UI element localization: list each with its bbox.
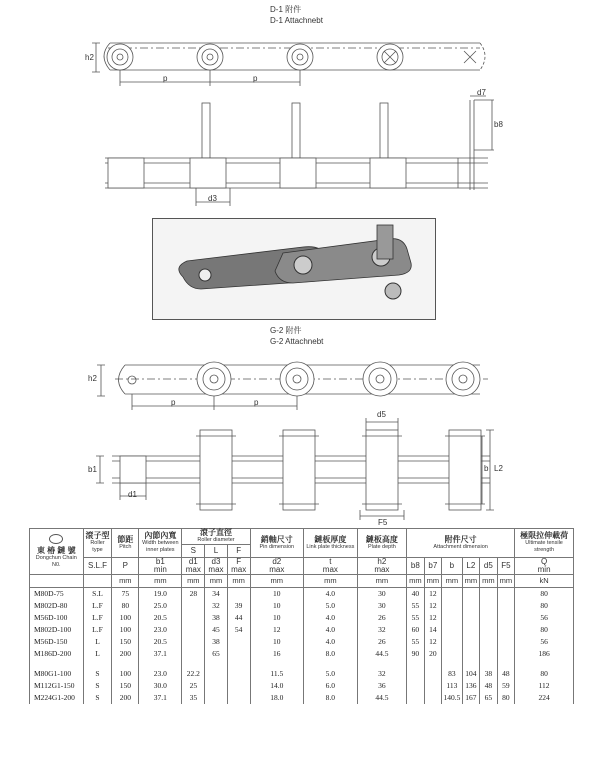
d1-dim-d7: d7 — [477, 88, 486, 97]
cell-b: 83 — [442, 668, 462, 680]
cell-model: M80D-75 — [30, 587, 84, 600]
cell-f5 — [497, 624, 515, 636]
cell-d3 — [205, 692, 228, 704]
g2-dim-h2: h2 — [88, 374, 97, 383]
cell-model: M112G1-150 — [30, 680, 84, 692]
g2-dim-b1: b1 — [88, 465, 97, 474]
cell-d2: 14.0 — [250, 680, 304, 692]
cell-d2: 10 — [250, 587, 304, 600]
cell-b — [442, 587, 462, 600]
cell-b7: 12 — [424, 587, 442, 600]
brand-logo — [49, 534, 63, 544]
cell-b — [442, 624, 462, 636]
cell-q: 80 — [515, 587, 574, 600]
g2-dim-f5: F5 — [378, 518, 388, 527]
cell-p: 200 — [112, 692, 139, 704]
cell-t: 5.0 — [304, 600, 358, 612]
cell-b1: 20.5 — [139, 636, 182, 648]
cell-t: 4.0 — [304, 624, 358, 636]
g-series-rows — [30, 668, 574, 704]
cell-b1: 19.0 — [139, 587, 182, 600]
cell-l2 — [462, 587, 480, 600]
sym-tensile: Q min — [515, 557, 574, 574]
g2-dim-b: b — [484, 464, 489, 473]
cell-f: 54 — [227, 624, 250, 636]
g2-dim-p1: p — [171, 398, 176, 407]
cell-d2: 18.0 — [250, 692, 304, 704]
cell-b — [442, 648, 462, 660]
cell-d3 — [205, 680, 228, 692]
cell-q: 186 — [515, 648, 574, 660]
cell-f5 — [497, 600, 515, 612]
roller-dia-header: 滾子直徑 Roller diameter — [182, 529, 250, 545]
cell-type: L — [83, 636, 112, 648]
cell-f — [227, 692, 250, 704]
cell-b7 — [424, 668, 442, 680]
cell-d1: 35 — [182, 692, 205, 704]
cell-h2: 32 — [357, 624, 406, 636]
cell-h2: 30 — [357, 587, 406, 600]
d1-dim-h2: h2 — [85, 53, 94, 62]
cell-f — [227, 587, 250, 600]
cell-t: 6.0 — [304, 680, 358, 692]
cell-l2: 167 — [462, 692, 480, 704]
cell-q: 56 — [515, 636, 574, 648]
cell-b7: 14 — [424, 624, 442, 636]
table-row — [30, 668, 574, 680]
cell-type: L — [83, 648, 112, 660]
cell-f5: 80 — [497, 692, 515, 704]
spec-table: 東 椿 鏈 號 Dongchun Chain N0. 滾子型 Roller type 節距 Pitch 內節內寬 Width between inner plates 滾子直徑 Roller diameter 銷軸尺寸 Pin dimension 鏈板厚度 Link plate thickness 鏈板高度 Plate depth 附件尺寸 Attachment dimension 極限拉伸載荷 Ultimate tensile strength S L F S.L.F P b1 min d1 max d3 max F max d2 max t max h2 max b8 b7 b L2 d5 F5 Q min mm mm mm mm mm mm mm mm mm mm mm mm mm mm kN M80D-75 S.L 75 19.0 28 34 10 4.0 30 40 12 80 M802D-80 L.F 80 25.0 32 39 10 5.0 30 55 12 80 M56D-100 L.F 100 20.5 38 44 10 4.0 26 55 12 56 M802D-100 L.F 100 23.0 45 54 12 4.0 32 60 14 80 M56D-150 L 150 20.5 38 10 4.0 26 55 12 56 M186D-200 L 200 37.1 65 16 8.0 44.5 90 20 186 M80G1-100 S 100 23.0 22.2 11.5 5.0 32 83 104 38 48 80 M112G1-150 S 150 30.0 25 14.0 6.0 36 113 136 48 59 112 M224G1-200 S 200 37.1 35 18.0 8.0 44.5 140.5 167 65 80 224 — [29, 528, 574, 704]
cell-l2 — [462, 648, 480, 660]
cell-b8: 55 — [407, 612, 425, 624]
cell-p: 75 — [112, 587, 139, 600]
cell-d3: 38 — [205, 636, 228, 648]
cell-b: 140.5 — [443, 692, 461, 702]
cell-b1: 23.0 — [139, 624, 182, 636]
cell-b — [442, 636, 462, 648]
cell-b8: 90 — [407, 648, 425, 660]
cell-b1: 37.1 — [139, 648, 182, 660]
sym-pin: d2 max — [250, 557, 304, 574]
cell-h2: 44.5 — [357, 692, 406, 704]
cell-b — [442, 600, 462, 612]
link-header: 鏈板厚度 Link plate thickness — [304, 529, 358, 558]
cell-d2: 10 — [250, 600, 304, 612]
d1-title-en: D-1 Attachnebt — [270, 16, 323, 25]
cell-d2: 10 — [250, 636, 304, 648]
cell-d5: 48 — [480, 680, 498, 692]
cell-b7 — [424, 680, 442, 692]
sym-f: F max — [227, 557, 250, 574]
cell-model: M56D-100 — [30, 612, 84, 624]
attach-header: 附件尺寸 Attachment dimension — [407, 529, 515, 558]
cell-b8: 55 — [407, 600, 425, 612]
cell-d5 — [480, 600, 498, 612]
cell-b8 — [407, 692, 425, 704]
cell-d1 — [182, 600, 205, 612]
cell-d1 — [182, 612, 205, 624]
sym-l2: L2 — [462, 557, 480, 574]
cell-d5: 65 — [480, 692, 498, 704]
cell-b7: 12 — [424, 600, 442, 612]
table-row — [30, 600, 574, 612]
sym-b: b — [442, 557, 462, 574]
cell-p: 100 — [112, 624, 139, 636]
cell-b8: 40 — [407, 587, 425, 600]
table-row — [30, 692, 574, 704]
cell-type: S.L — [83, 587, 112, 600]
table-row — [30, 624, 574, 636]
cell-d3: 45 — [205, 624, 228, 636]
cell-b8: 55 — [407, 636, 425, 648]
cell-type: S — [83, 692, 112, 704]
sym-plate: h2 max — [357, 557, 406, 574]
sym-d1: d1 max — [182, 557, 205, 574]
cell-d3: 65 — [205, 648, 228, 660]
cell-t: 4.0 — [304, 636, 358, 648]
cell-p: 80 — [112, 600, 139, 612]
cell-model: M224G1-200 — [30, 692, 84, 704]
cell-l2 — [462, 600, 480, 612]
cell-f5: 48 — [497, 668, 515, 680]
cell-h2: 30 — [357, 600, 406, 612]
cell-type: L.F — [83, 624, 112, 636]
g2-title-en: G-2 Attachnebt — [270, 337, 324, 346]
table-row — [30, 636, 574, 648]
cell-b: 113 — [442, 680, 462, 692]
cell-d1: 22.2 — [182, 668, 205, 680]
cell-d2: 12 — [250, 624, 304, 636]
sym-b8: b8 — [407, 557, 425, 574]
cell-h2: 32 — [357, 668, 406, 680]
sym-d5: d5 — [480, 557, 498, 574]
brand-en: Dongchun Chain N0. — [35, 555, 77, 568]
cell-l2: 104 — [462, 668, 480, 680]
d1-title-zh: D-1 附件 — [270, 5, 302, 14]
cell-d2: 11.5 — [250, 668, 304, 680]
cell-d1 — [182, 648, 205, 660]
cell-d5 — [480, 624, 498, 636]
cell-p: 100 — [112, 612, 139, 624]
cell-f: 44 — [227, 612, 250, 624]
cell-d3 — [205, 668, 228, 680]
cell-p: 150 — [112, 636, 139, 648]
g2-dim-d5: d5 — [377, 410, 386, 419]
g2-dim-p2: p — [254, 398, 259, 407]
cell-f5 — [497, 648, 515, 660]
cell-q: 80 — [515, 624, 574, 636]
sym-link: t max — [304, 557, 358, 574]
d1-dim-p1: p — [163, 74, 168, 83]
cell-f — [227, 636, 250, 648]
cell-f5: 59 — [497, 680, 515, 692]
sym-roller-type: S.L.F — [83, 557, 112, 574]
brand-header — [30, 529, 84, 575]
cell-l2 — [462, 636, 480, 648]
brand-zh: 東 椿 鏈 號 — [36, 546, 76, 556]
cell-model: M802D-80 — [30, 600, 84, 612]
table-row — [30, 680, 574, 692]
cell-f — [227, 668, 250, 680]
cell-type: S — [83, 680, 112, 692]
cell-d5 — [480, 587, 498, 600]
unit-row: mm mm mm mm mm mm mm mm mm mm mm mm mm mm kN — [30, 574, 574, 587]
tensile-header: 極限拉伸載荷 Ultimate tensile strength — [515, 529, 574, 558]
cell-b7: 12 — [424, 612, 442, 624]
cell-d3: 34 — [205, 587, 228, 600]
cell-d3: 32 — [205, 600, 228, 612]
sym-width: b1 min — [139, 557, 182, 574]
d-series-rows — [30, 587, 574, 660]
cell-d5 — [480, 612, 498, 624]
cell-type: L.F — [83, 600, 112, 612]
g2-dim-d1: d1 — [128, 490, 137, 499]
cell-f — [227, 648, 250, 660]
cell-p: 150 — [112, 680, 139, 692]
sym-b7: b7 — [424, 557, 442, 574]
cell-l2 — [462, 624, 480, 636]
table-row — [30, 587, 574, 600]
d1-dim-b8: b8 — [494, 120, 503, 129]
cell-model: M802D-100 — [30, 624, 84, 636]
pitch-header: 節距 Pitch — [112, 529, 139, 558]
g2-title-zh: G-2 附件 — [270, 326, 302, 335]
cell-f: 39 — [227, 600, 250, 612]
cell-model: M56D-150 — [30, 636, 84, 648]
cell-d2: 16 — [250, 648, 304, 660]
cell-p: 100 — [112, 668, 139, 680]
cell-b8 — [407, 680, 425, 692]
cell-b1: 23.0 — [139, 668, 182, 680]
cell-f — [227, 680, 250, 692]
cell-d1: 28 — [182, 587, 205, 600]
width-header: 內節內寬 Width between inner plates — [139, 529, 182, 558]
cell-b — [442, 612, 462, 624]
cell-q: 112 — [515, 680, 574, 692]
pin-header: 銷軸尺寸 Pin dimension — [250, 529, 304, 558]
cell-t: 5.0 — [304, 668, 358, 680]
cell-b1: 20.5 — [139, 612, 182, 624]
cell-q: 80 — [515, 668, 574, 680]
sym-d3: d3 max — [205, 557, 228, 574]
cell-b7: 12 — [424, 636, 442, 648]
cell-b1: 25.0 — [139, 600, 182, 612]
cell-f5 — [497, 612, 515, 624]
cell-h2: 26 — [357, 612, 406, 624]
cell-t: 4.0 — [304, 587, 358, 600]
cell-type: L.F — [83, 612, 112, 624]
table-gap — [30, 660, 574, 668]
table-row — [30, 648, 574, 660]
cell-d1 — [182, 636, 205, 648]
cell-d5: 38 — [480, 668, 498, 680]
cell-h2: 44.5 — [357, 648, 406, 660]
g2-dim-l2: L2 — [494, 464, 503, 473]
d1-dim-p2: p — [253, 74, 258, 83]
cell-f5 — [497, 587, 515, 600]
cell-d1: 25 — [182, 680, 205, 692]
cell-h2: 26 — [357, 636, 406, 648]
cell-model: M80G1-100 — [30, 668, 84, 680]
sym-f5: F5 — [497, 557, 515, 574]
cell-l2 — [462, 612, 480, 624]
plate-header: 鏈板高度 Plate depth — [357, 529, 406, 558]
cell-type: S — [83, 668, 112, 680]
roller-type-header: 滾子型 Roller type — [83, 529, 112, 558]
cell-b1: 30.0 — [139, 680, 182, 692]
cell-q: 224 — [515, 692, 574, 704]
sym-pitch: P — [112, 557, 139, 574]
cell-b1: 37.1 — [139, 692, 182, 704]
cell-p: 200 — [112, 648, 139, 660]
d1-dim-d3: d3 — [208, 194, 217, 203]
cell-f5 — [497, 636, 515, 648]
cell-q: 80 — [515, 600, 574, 612]
cell-t: 8.0 — [304, 692, 358, 704]
cell-b8: 60 — [407, 624, 425, 636]
cell-d5 — [480, 636, 498, 648]
cell-h2: 36 — [357, 680, 406, 692]
cell-t: 8.0 — [304, 648, 358, 660]
cell-d1 — [182, 624, 205, 636]
table-row — [30, 612, 574, 624]
cell-b7: 20 — [424, 648, 442, 660]
cell-b7 — [424, 692, 442, 704]
cell-q: 56 — [515, 612, 574, 624]
cell-t: 4.0 — [304, 612, 358, 624]
cell-d5 — [480, 648, 498, 660]
cell-d3: 38 — [205, 612, 228, 624]
cell-l2: 136 — [462, 680, 480, 692]
cell-model: M186D-200 — [30, 648, 84, 660]
cell-d2: 10 — [250, 612, 304, 624]
cell-b8 — [407, 668, 425, 680]
